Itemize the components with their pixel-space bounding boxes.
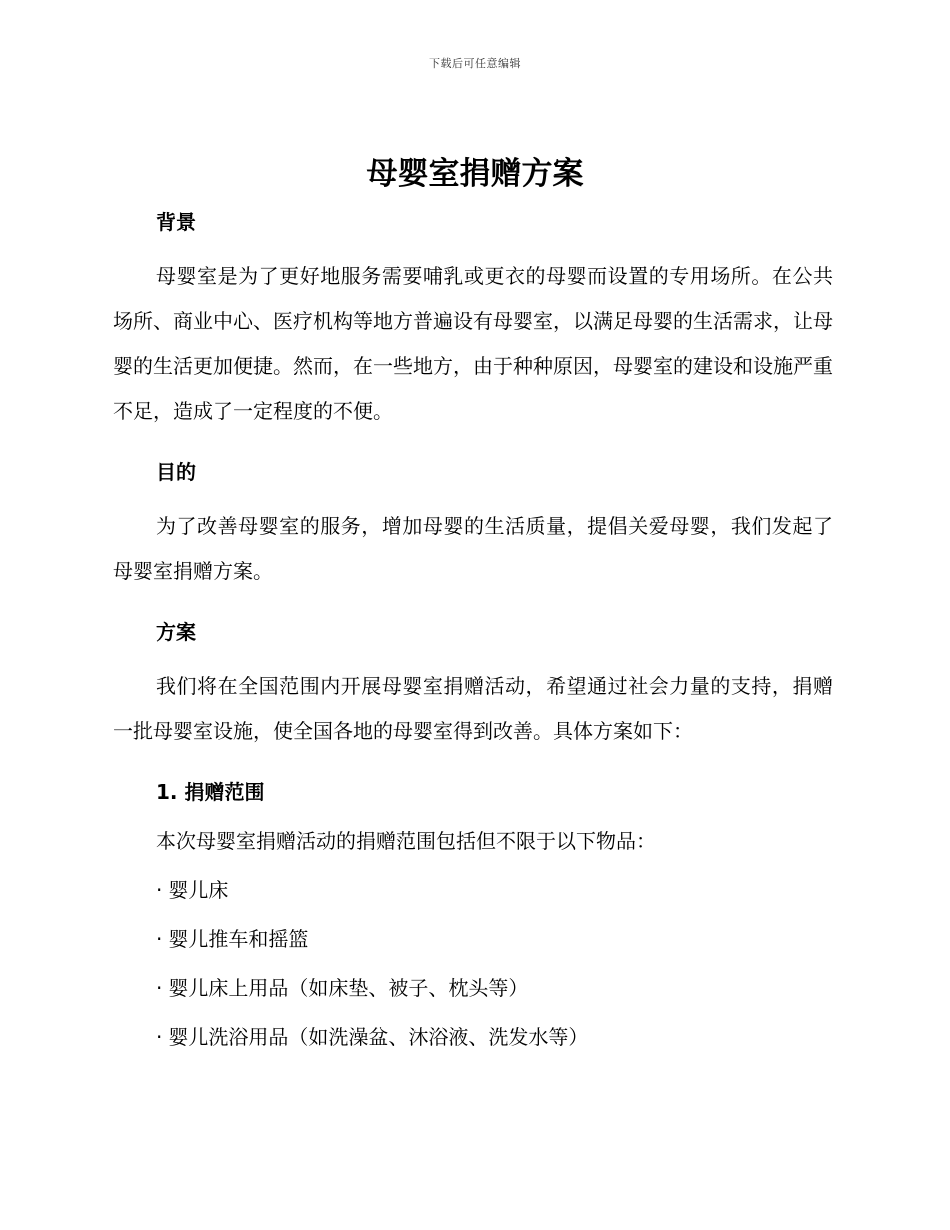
section-heading-plan: 方案 (156, 620, 196, 644)
list-item (113, 1019, 833, 1055)
list-item (113, 872, 833, 908)
paragraph-purpose: 为了改善母婴室的服务，增加母婴的生活质量，提倡关爱母婴，我们发起了母婴室捐赠方案。 (113, 514, 833, 583)
list-item-text: 婴儿推车和摇篮 (168, 927, 309, 951)
list-item (113, 921, 833, 957)
paragraph-plan: 我们将在全国范围内开展母婴室捐赠活动，希望通过社会力量的支持，捐赠一批母婴室设施，使全国各地的母婴室得到改善。具体方案如下： (113, 674, 833, 743)
scope-intro: 本次母婴室捐赠活动的捐赠范围包括但不限于以下物品： (156, 829, 656, 853)
list-item-text: 婴儿床上用品（如床垫、被子、枕头等） (168, 976, 529, 1000)
bullet-icon: · (156, 878, 163, 902)
document-body (113, 204, 833, 1055)
bullet-icon: · (156, 976, 163, 1000)
paragraph-background: 母婴室是为了更好地服务需要哺乳或更衣的母婴而设置的专用场所。在公共场所、商业中心、医疗机构等地方普遍设有母婴室，以满足母婴的生活需求，让母婴的生活更加便捷。然而，在一些地方，由于种种原因，母婴室的建设和设施严重不足，造成了一定程度的不便。 (113, 264, 833, 423)
section-heading-background: 背景 (156, 210, 196, 234)
document-title: 母婴室捐赠方案 (366, 156, 584, 192)
list-item-text: 婴儿洗浴用品（如洗澡盆、沐浴液、洗发水等） (168, 1025, 589, 1049)
bullet-icon: · (156, 927, 163, 951)
section-heading-purpose: 目的 (156, 460, 196, 484)
list-item (113, 970, 833, 1006)
section-heading-scope: 1. 捐赠范围 (156, 780, 265, 804)
bullet-icon: · (156, 1025, 163, 1049)
header-note: 下载后可任意编辑 (429, 57, 521, 70)
list-item-text: 婴儿床 (168, 878, 229, 902)
